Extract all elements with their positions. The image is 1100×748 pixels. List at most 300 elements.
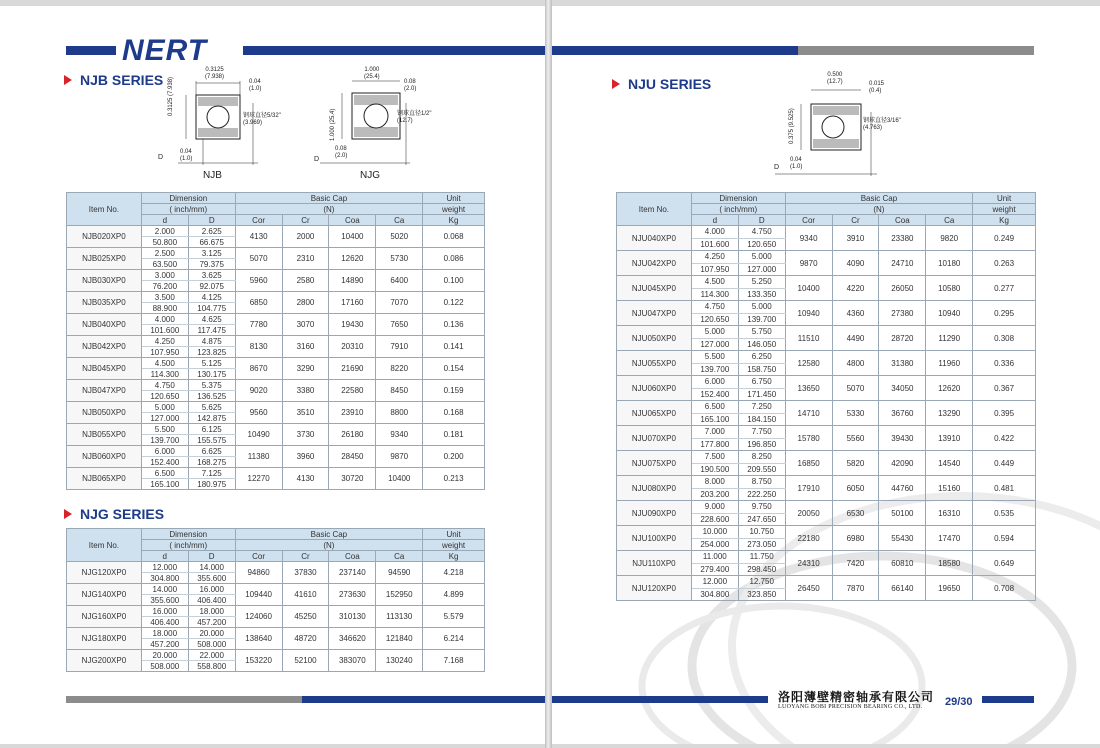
table-row (67, 292, 485, 303)
weight-cell: 0.181 (423, 424, 485, 446)
bore-inch-cell: 5.000 (691, 326, 738, 339)
weight-cell: 5.579 (423, 606, 485, 628)
weight-cell: 0.249 (973, 226, 1036, 251)
col-coa: Coa (329, 215, 376, 226)
coa-cell: 22580 (329, 380, 376, 402)
outer-mm-cell: 508.000 (188, 639, 235, 650)
bore-inch-cell: 12.000 (691, 576, 738, 589)
coa-cell: 10400 (329, 226, 376, 248)
cr-cell: 5560 (832, 426, 879, 451)
page-gutter (545, 0, 552, 748)
ca-cell: 11290 (926, 326, 973, 351)
njb-height-dim (168, 77, 175, 116)
bore-mm-cell: 304.800 (141, 573, 188, 584)
njb-width-in: 0.3125 (205, 67, 224, 73)
col-D: D (188, 551, 235, 562)
table-row (617, 551, 1036, 564)
ca-cell: 11960 (926, 351, 973, 376)
outer-mm-cell: 120.650 (738, 238, 785, 251)
bore-inch-cell: 6.500 (141, 468, 188, 479)
coa-cell: 42090 (879, 451, 926, 476)
njg-chamfer-mm: (2.0) (404, 86, 417, 92)
col-basic-cap: Basic Cap (235, 529, 423, 540)
njg-ball-mm: (12.7) (397, 118, 413, 124)
bore-inch-cell: 12.000 (141, 562, 188, 573)
bore-mm-cell: 457.200 (141, 639, 188, 650)
ca-cell: 94590 (376, 562, 423, 584)
outer-inch-cell: 5.000 (738, 301, 785, 314)
nju-series-title (612, 76, 711, 92)
table-row (67, 248, 485, 259)
coa-cell: 23910 (329, 402, 376, 424)
cr-cell: 41610 (282, 584, 329, 606)
ca-cell: 12620 (926, 376, 973, 401)
item-no-cell: NJU060XP0 (617, 376, 692, 401)
col-cr: Cr (282, 551, 329, 562)
bore-inch-cell: 4.250 (691, 251, 738, 264)
bore-inch-cell: 10.000 (691, 526, 738, 539)
table-row (67, 468, 485, 479)
outer-inch-cell: 9.750 (738, 501, 785, 514)
cor-cell: 12580 (785, 351, 832, 376)
col-D: D (188, 215, 235, 226)
cor-cell: 15780 (785, 426, 832, 451)
ca-cell: 13910 (926, 426, 973, 451)
bore-mm-cell: 76.200 (141, 281, 188, 292)
njg-spec-table (66, 528, 485, 672)
bore-inch-cell: 2.500 (141, 248, 188, 259)
item-no-cell: NJB042XP0 (67, 336, 142, 358)
bore-mm-cell: 508.000 (141, 661, 188, 672)
weight-cell: 4.899 (423, 584, 485, 606)
outer-inch-cell: 4.875 (188, 336, 235, 347)
cr-cell: 3070 (282, 314, 329, 336)
table-row (617, 376, 1036, 389)
bore-mm-cell: 107.950 (691, 263, 738, 276)
item-no-cell: NJU100XP0 (617, 526, 692, 551)
cr-cell: 2800 (282, 292, 329, 314)
outer-mm-cell: 355.600 (188, 573, 235, 584)
njb-bottom-dim (180, 149, 192, 163)
ca-cell: 9340 (376, 424, 423, 446)
ca-cell: 130240 (376, 650, 423, 672)
cr-cell: 2000 (282, 226, 329, 248)
cr-cell: 48720 (282, 628, 329, 650)
col-item-no: Item No. (67, 193, 142, 226)
ca-cell: 121840 (376, 628, 423, 650)
bore-mm-cell: 120.650 (691, 313, 738, 326)
bore-mm-cell: 177.800 (691, 438, 738, 451)
ca-cell: 113130 (376, 606, 423, 628)
cr-cell: 2580 (282, 270, 329, 292)
cor-cell: 9020 (235, 380, 282, 402)
table-row (67, 584, 485, 595)
table-row (617, 501, 1036, 514)
bore-mm-cell: 63.500 (141, 259, 188, 270)
cr-cell: 3960 (282, 446, 329, 468)
coa-cell: 383070 (329, 650, 376, 672)
outer-mm-cell: 133.350 (738, 288, 785, 301)
coa-cell: 60810 (879, 551, 926, 576)
bore-inch-cell: 5.000 (141, 402, 188, 413)
cor-cell: 153220 (235, 650, 282, 672)
njb-series-title (64, 72, 163, 88)
table-row (617, 326, 1036, 339)
njb-ball-size: 钢球直径5/32" (243, 113, 281, 119)
weight-cell: 0.263 (973, 251, 1036, 276)
outer-inch-cell: 7.250 (738, 401, 785, 414)
cr-cell: 5330 (832, 401, 879, 426)
item-no-cell: NJU040XP0 (617, 226, 692, 251)
outer-mm-cell: 298.450 (738, 563, 785, 576)
nju-width-in: 0.500 (827, 72, 843, 78)
item-no-cell: NJG120XP0 (67, 562, 142, 584)
red-triangle-icon (64, 509, 72, 519)
cor-cell: 109440 (235, 584, 282, 606)
item-no-cell: NJU050XP0 (617, 326, 692, 351)
njb-ball-dim (243, 113, 281, 127)
bore-inch-cell: 4.500 (691, 276, 738, 289)
bore-mm-cell: 279.400 (691, 563, 738, 576)
cor-cell: 10400 (785, 276, 832, 301)
outer-inch-cell: 5.375 (188, 380, 235, 391)
col-weight: weight (423, 540, 485, 551)
weight-cell: 0.295 (973, 301, 1036, 326)
bore-mm-cell: 165.100 (691, 413, 738, 426)
weight-cell: 0.213 (423, 468, 485, 490)
ca-cell: 8450 (376, 380, 423, 402)
coa-cell: 12620 (329, 248, 376, 270)
coa-cell: 30720 (329, 468, 376, 490)
cor-cell: 9870 (785, 251, 832, 276)
ca-cell: 9870 (376, 446, 423, 468)
weight-cell: 0.200 (423, 446, 485, 468)
outer-inch-cell: 8.250 (738, 451, 785, 464)
outer-inch-cell: 5.250 (738, 276, 785, 289)
col-d: d (691, 215, 738, 226)
ca-cell: 10180 (926, 251, 973, 276)
njg-outer-d-label: D (314, 156, 320, 163)
weight-cell: 0.336 (973, 351, 1036, 376)
outer-mm-cell: 155.575 (188, 435, 235, 446)
ca-cell: 8800 (376, 402, 423, 424)
col-coa: Coa (329, 551, 376, 562)
bore-inch-cell: 16.000 (141, 606, 188, 617)
weight-cell: 0.086 (423, 248, 485, 270)
cor-cell: 124060 (235, 606, 282, 628)
col-weight: weight (973, 204, 1036, 215)
ca-cell: 14540 (926, 451, 973, 476)
outer-mm-cell: 457.200 (188, 617, 235, 628)
nju-bottom-in: 0.04 (790, 157, 802, 163)
table-row (67, 628, 485, 639)
bore-mm-cell: 114.300 (141, 369, 188, 380)
coa-cell: 66140 (879, 576, 926, 601)
bore-mm-cell: 304.800 (691, 588, 738, 601)
outer-mm-cell: 558.800 (188, 661, 235, 672)
outer-inch-cell: 6.250 (738, 351, 785, 364)
outer-inch-cell: 4.125 (188, 292, 235, 303)
col-cor: Cor (235, 551, 282, 562)
bore-mm-cell: 355.600 (141, 595, 188, 606)
weight-cell: 0.708 (973, 576, 1036, 601)
bore-mm-cell: 190.500 (691, 463, 738, 476)
coa-cell: 27380 (879, 301, 926, 326)
outer-mm-cell: 247.650 (738, 513, 785, 526)
ca-cell: 17470 (926, 526, 973, 551)
njg-width-mm: (25.4) (364, 74, 380, 80)
weight-cell: 0.367 (973, 376, 1036, 401)
coa-cell: 34050 (879, 376, 926, 401)
bore-inch-cell: 6.000 (691, 376, 738, 389)
bore-inch-cell: 6.500 (691, 401, 738, 414)
weight-cell: 0.481 (973, 476, 1036, 501)
weight-cell: 0.277 (973, 276, 1036, 301)
bore-inch-cell: 20.000 (141, 650, 188, 661)
col-basic-cap: Basic Cap (235, 193, 422, 204)
bore-mm-cell: 127.000 (141, 413, 188, 424)
cr-cell: 4360 (832, 301, 879, 326)
coa-cell: 310130 (329, 606, 376, 628)
outer-inch-cell: 3.125 (188, 248, 235, 259)
cor-cell: 8670 (235, 358, 282, 380)
right-page (552, 6, 1100, 744)
table-row (67, 270, 485, 281)
bore-mm-cell: 152.400 (691, 388, 738, 401)
ca-cell: 15160 (926, 476, 973, 501)
cor-cell: 7780 (235, 314, 282, 336)
coa-cell: 39430 (879, 426, 926, 451)
weight-cell: 0.422 (973, 426, 1036, 451)
cr-cell: 4490 (832, 326, 879, 351)
njb-chamfer-dim (249, 79, 261, 93)
outer-inch-cell: 12.750 (738, 576, 785, 589)
cor-cell: 17910 (785, 476, 832, 501)
njg-height-in: 1.000 (330, 125, 336, 141)
outer-mm-cell: 406.400 (188, 595, 235, 606)
njg-ball-dim (397, 111, 431, 125)
outer-mm-cell: 168.275 (188, 457, 235, 468)
ca-cell: 13290 (926, 401, 973, 426)
njg-height-dim (330, 109, 337, 141)
cor-cell: 13650 (785, 376, 832, 401)
nju-title-text: NJU SERIES (628, 76, 712, 92)
bore-inch-cell: 5.500 (691, 351, 738, 364)
item-no-cell: NJU110XP0 (617, 551, 692, 576)
outer-mm-cell: 196.850 (738, 438, 785, 451)
cor-cell: 14710 (785, 401, 832, 426)
bore-inch-cell: 3.500 (141, 292, 188, 303)
col-dimension: Dimension (141, 529, 235, 540)
nju-chamfer-dim (869, 81, 884, 95)
weight-cell: 6.214 (423, 628, 485, 650)
cr-cell: 3910 (832, 226, 879, 251)
coa-cell: 28720 (879, 326, 926, 351)
table-row (617, 351, 1036, 364)
cr-cell: 6050 (832, 476, 879, 501)
weight-cell: 0.068 (423, 226, 485, 248)
bore-mm-cell: 152.400 (141, 457, 188, 468)
outer-mm-cell: 127.000 (738, 263, 785, 276)
col-basic-cap: Basic Cap (785, 193, 972, 204)
outer-mm-cell: 130.175 (188, 369, 235, 380)
coa-cell: 26180 (329, 424, 376, 446)
bore-inch-cell: 7.000 (691, 426, 738, 439)
nju-chamfer-mm: (0.4) (869, 88, 882, 94)
ca-cell: 10940 (926, 301, 973, 326)
bore-mm-cell: 101.600 (691, 238, 738, 251)
nju-chamfer-in: 0.015 (869, 81, 885, 87)
outer-inch-cell: 5.000 (738, 251, 785, 264)
table-row (617, 251, 1036, 264)
weight-cell: 4.218 (423, 562, 485, 584)
outer-inch-cell: 16.000 (188, 584, 235, 595)
weight-cell: 0.154 (423, 358, 485, 380)
ca-cell: 10580 (926, 276, 973, 301)
outer-inch-cell: 4.750 (738, 226, 785, 239)
weight-cell: 0.141 (423, 336, 485, 358)
table-row (67, 650, 485, 661)
coa-cell: 21690 (329, 358, 376, 380)
col-item-no: Item No. (617, 193, 692, 226)
bore-inch-cell: 4.750 (691, 301, 738, 314)
bore-inch-cell: 4.500 (141, 358, 188, 369)
bore-inch-cell: 3.000 (141, 270, 188, 281)
cor-cell: 11380 (235, 446, 282, 468)
item-no-cell: NJB035XP0 (67, 292, 142, 314)
outer-mm-cell: 123.825 (188, 347, 235, 358)
njb-chamfer-mm: (1.0) (249, 86, 262, 92)
outer-mm-cell: 146.050 (738, 338, 785, 351)
table-row (67, 446, 485, 457)
ca-cell: 152950 (376, 584, 423, 606)
njg-width-in: 1.000 (364, 67, 380, 73)
ca-cell: 8220 (376, 358, 423, 380)
outer-mm-cell: 222.250 (738, 488, 785, 501)
item-no-cell: NJU042XP0 (617, 251, 692, 276)
outer-inch-cell: 3.625 (188, 270, 235, 281)
footer-bar-blue-left (302, 696, 545, 703)
header-bar-main (243, 46, 545, 55)
cr-cell: 7420 (832, 551, 879, 576)
table-row (617, 451, 1036, 464)
outer-inch-cell: 10.750 (738, 526, 785, 539)
coa-cell: 44760 (879, 476, 926, 501)
nju-height-dim (789, 108, 796, 144)
coa-cell: 55430 (879, 526, 926, 551)
outer-inch-cell: 20.000 (188, 628, 235, 639)
red-triangle-icon (64, 75, 72, 85)
cor-cell: 6850 (235, 292, 282, 314)
ca-cell: 5730 (376, 248, 423, 270)
outer-mm-cell: 92.075 (188, 281, 235, 292)
item-no-cell: NJB040XP0 (67, 314, 142, 336)
table-row (67, 402, 485, 413)
bore-mm-cell: 139.700 (141, 435, 188, 446)
cor-cell: 24310 (785, 551, 832, 576)
item-no-cell: NJB060XP0 (67, 446, 142, 468)
outer-inch-cell: 6.625 (188, 446, 235, 457)
cr-cell: 3380 (282, 380, 329, 402)
cor-cell: 4130 (235, 226, 282, 248)
table-row (67, 336, 485, 347)
njb-bottom-mm: (1.0) (180, 156, 193, 162)
cor-cell: 12270 (235, 468, 282, 490)
cor-cell: 5070 (235, 248, 282, 270)
cor-cell: 10490 (235, 424, 282, 446)
bore-mm-cell: 88.900 (141, 303, 188, 314)
col-ca: Ca (376, 215, 423, 226)
njb-width-mm: (7.938) (205, 74, 225, 80)
outer-mm-cell: 184.150 (738, 413, 785, 426)
item-no-cell: NJB065XP0 (67, 468, 142, 490)
item-no-cell: NJU065XP0 (617, 401, 692, 426)
outer-mm-cell: 79.375 (188, 259, 235, 270)
table-row (617, 476, 1036, 489)
cap-unit: (N) (235, 540, 423, 551)
col-dimension: Dimension (691, 193, 785, 204)
weight-cell: 0.395 (973, 401, 1036, 426)
col-ca: Ca (376, 551, 423, 562)
njb-outer-d-label: D (158, 154, 164, 161)
bore-inch-cell: 4.250 (141, 336, 188, 347)
outer-mm-cell: 209.550 (738, 463, 785, 476)
outer-inch-cell: 7.125 (188, 468, 235, 479)
item-no-cell: NJB030XP0 (67, 270, 142, 292)
weight-cell: 0.159 (423, 380, 485, 402)
col-unit: Unit (423, 529, 485, 540)
weight-cell: 0.308 (973, 326, 1036, 351)
col-item-no: Item No. (67, 529, 142, 562)
njg-bottom-mm: (2.0) (335, 153, 348, 159)
table-row (67, 314, 485, 325)
ca-cell: 7650 (376, 314, 423, 336)
bore-inch-cell: 7.500 (691, 451, 738, 464)
table-row (617, 401, 1036, 414)
footer-bar-grey-left (66, 696, 302, 703)
brand-logo: NERT (122, 34, 208, 67)
col-D: D (738, 215, 785, 226)
coa-cell: 19430 (329, 314, 376, 336)
ca-cell: 9820 (926, 226, 973, 251)
footer-bar-blue-right (552, 696, 768, 703)
cr-cell: 4800 (832, 351, 879, 376)
njg-series-title (64, 506, 164, 522)
table-row (67, 358, 485, 369)
item-no-cell: NJB020XP0 (67, 226, 142, 248)
footer-bar-blue-end (982, 696, 1034, 703)
dim-unit: ( inch/mm) (141, 540, 235, 551)
bore-inch-cell: 4.750 (141, 380, 188, 391)
njb-width-dim (205, 67, 224, 81)
njb-spec-table (66, 192, 485, 490)
col-cor: Cor (235, 215, 282, 226)
njg-title-text: NJG SERIES (80, 506, 165, 522)
outer-mm-cell: 104.775 (188, 303, 235, 314)
company-name-cn: 洛阳薄壁精密轴承有限公司 (778, 690, 935, 704)
cor-cell: 9560 (235, 402, 282, 424)
header-bar-right (552, 46, 798, 55)
item-no-cell: NJB045XP0 (67, 358, 142, 380)
outer-inch-cell: 6.125 (188, 424, 235, 435)
nju-spec-table (616, 192, 1036, 601)
cr-cell: 3730 (282, 424, 329, 446)
njb-chamfer-in: 0.04 (249, 79, 261, 85)
njb-height-mm: (7.938) (168, 76, 174, 96)
table-row (617, 426, 1036, 439)
col-unit: Unit (423, 193, 485, 204)
weight-cell: 0.168 (423, 402, 485, 424)
